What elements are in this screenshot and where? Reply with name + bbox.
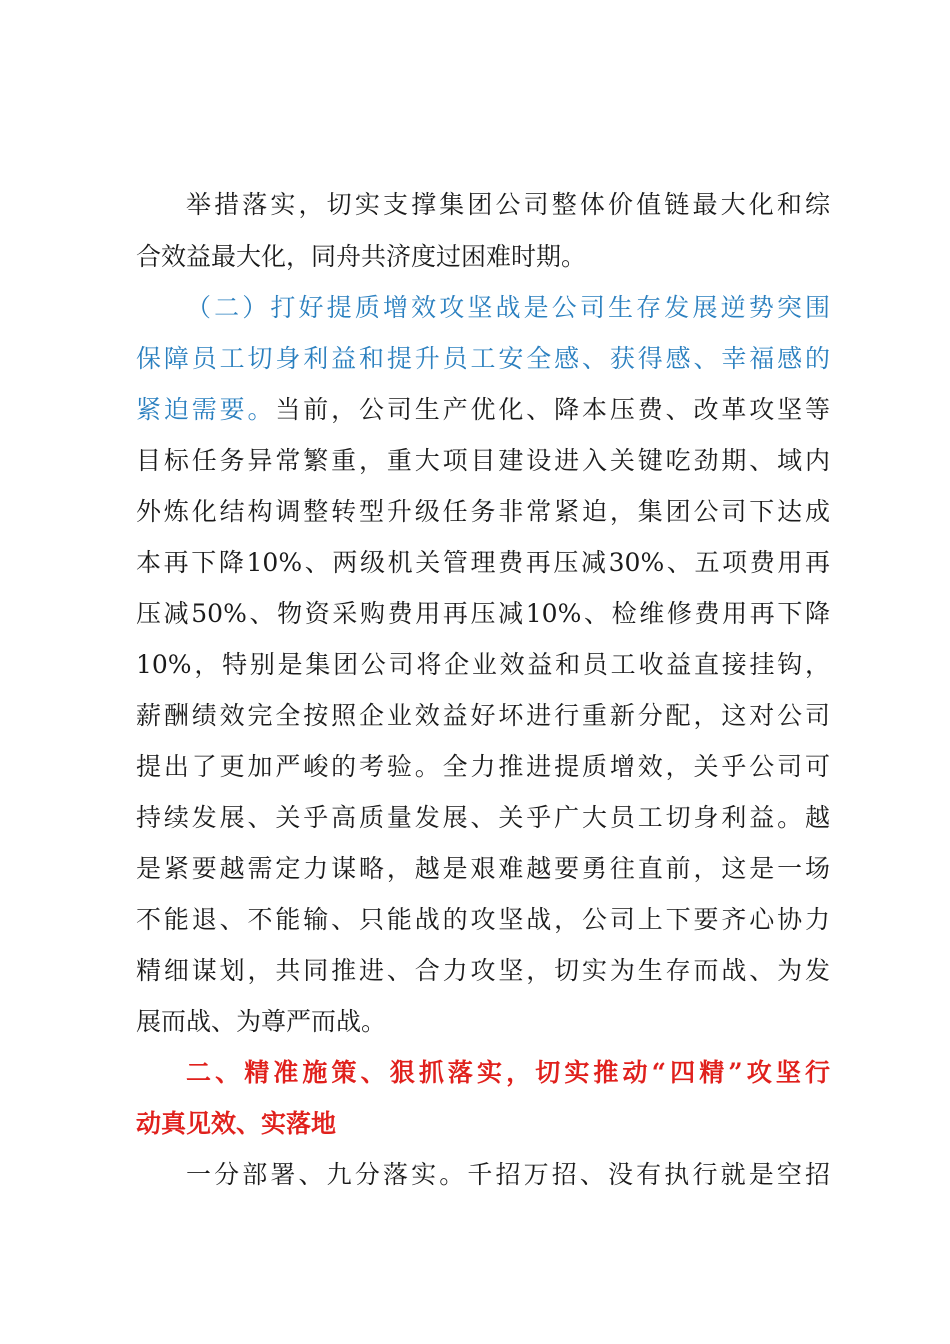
- paragraph-line: 展而战、为尊严而战。: [136, 1007, 387, 1036]
- paragraph-line: 精细谋划，共同推进、合力攻坚，切实为生存而战、为发: [136, 956, 830, 985]
- paragraph-line: 一分部署、九分落实。千招万招、没有执行就是空招: [186, 1160, 830, 1189]
- paragraph-line: 举措落实，切实支撑集团公司整体价值链最大化和综: [186, 190, 830, 219]
- subsection-heading-end: 紧迫需要。: [136, 395, 276, 424]
- paragraph-line: 持续发展、关乎高质量发展、关乎广大员工切身利益。越: [136, 803, 830, 832]
- paragraph-line: 合效益最大化，同舟共济度过困难时期。: [136, 242, 587, 271]
- paragraph-line: 外炼化结构调整转型升级任务非常紧迫，集团公司下达成: [136, 497, 830, 526]
- paragraph-line: 目标任务异常繁重，重大项目建设进入关键吃劲期、域内: [136, 446, 830, 475]
- section-heading: 二、精准施策、狠抓落实，切实推动“四精”攻坚行: [186, 1058, 830, 1087]
- paragraph-line: 本再下降10%、两级机关管理费再压减30%、五项费用再: [136, 548, 830, 577]
- paragraph-line: 压减50%、物资采购费用再压减10%、检维修费用再下降: [136, 599, 830, 628]
- paragraph-line: 提出了更加严峻的考验。全力推进提质增效，关乎公司可: [136, 752, 830, 781]
- subsection-heading: 保障员工切身利益和提升员工安全感、获得感、幸福感的: [136, 344, 830, 373]
- subsection-heading: （二）打好提质增效攻坚战是公司生存发展逆势突围: [186, 293, 830, 322]
- paragraph-line: 10%，特别是集团公司将企业效益和员工收益直接挂钩，: [136, 650, 830, 679]
- paragraph-line: 是紧要越需定力谋略，越是艰难越要勇往直前，这是一场: [136, 854, 830, 883]
- paragraph-line: 薪酬绩效完全按照企业效益好坏进行重新分配，这对公司: [136, 701, 830, 730]
- paragraph-line: 不能退、不能输、只能战的攻坚战，公司上下要齐心协力: [136, 905, 830, 934]
- section-heading: 动真见效、实落地: [136, 1109, 337, 1138]
- paragraph-text: 当前，公司生产优化、降本压费、改革攻坚等: [275, 395, 830, 424]
- paragraph-line: [136, 393, 830, 427]
